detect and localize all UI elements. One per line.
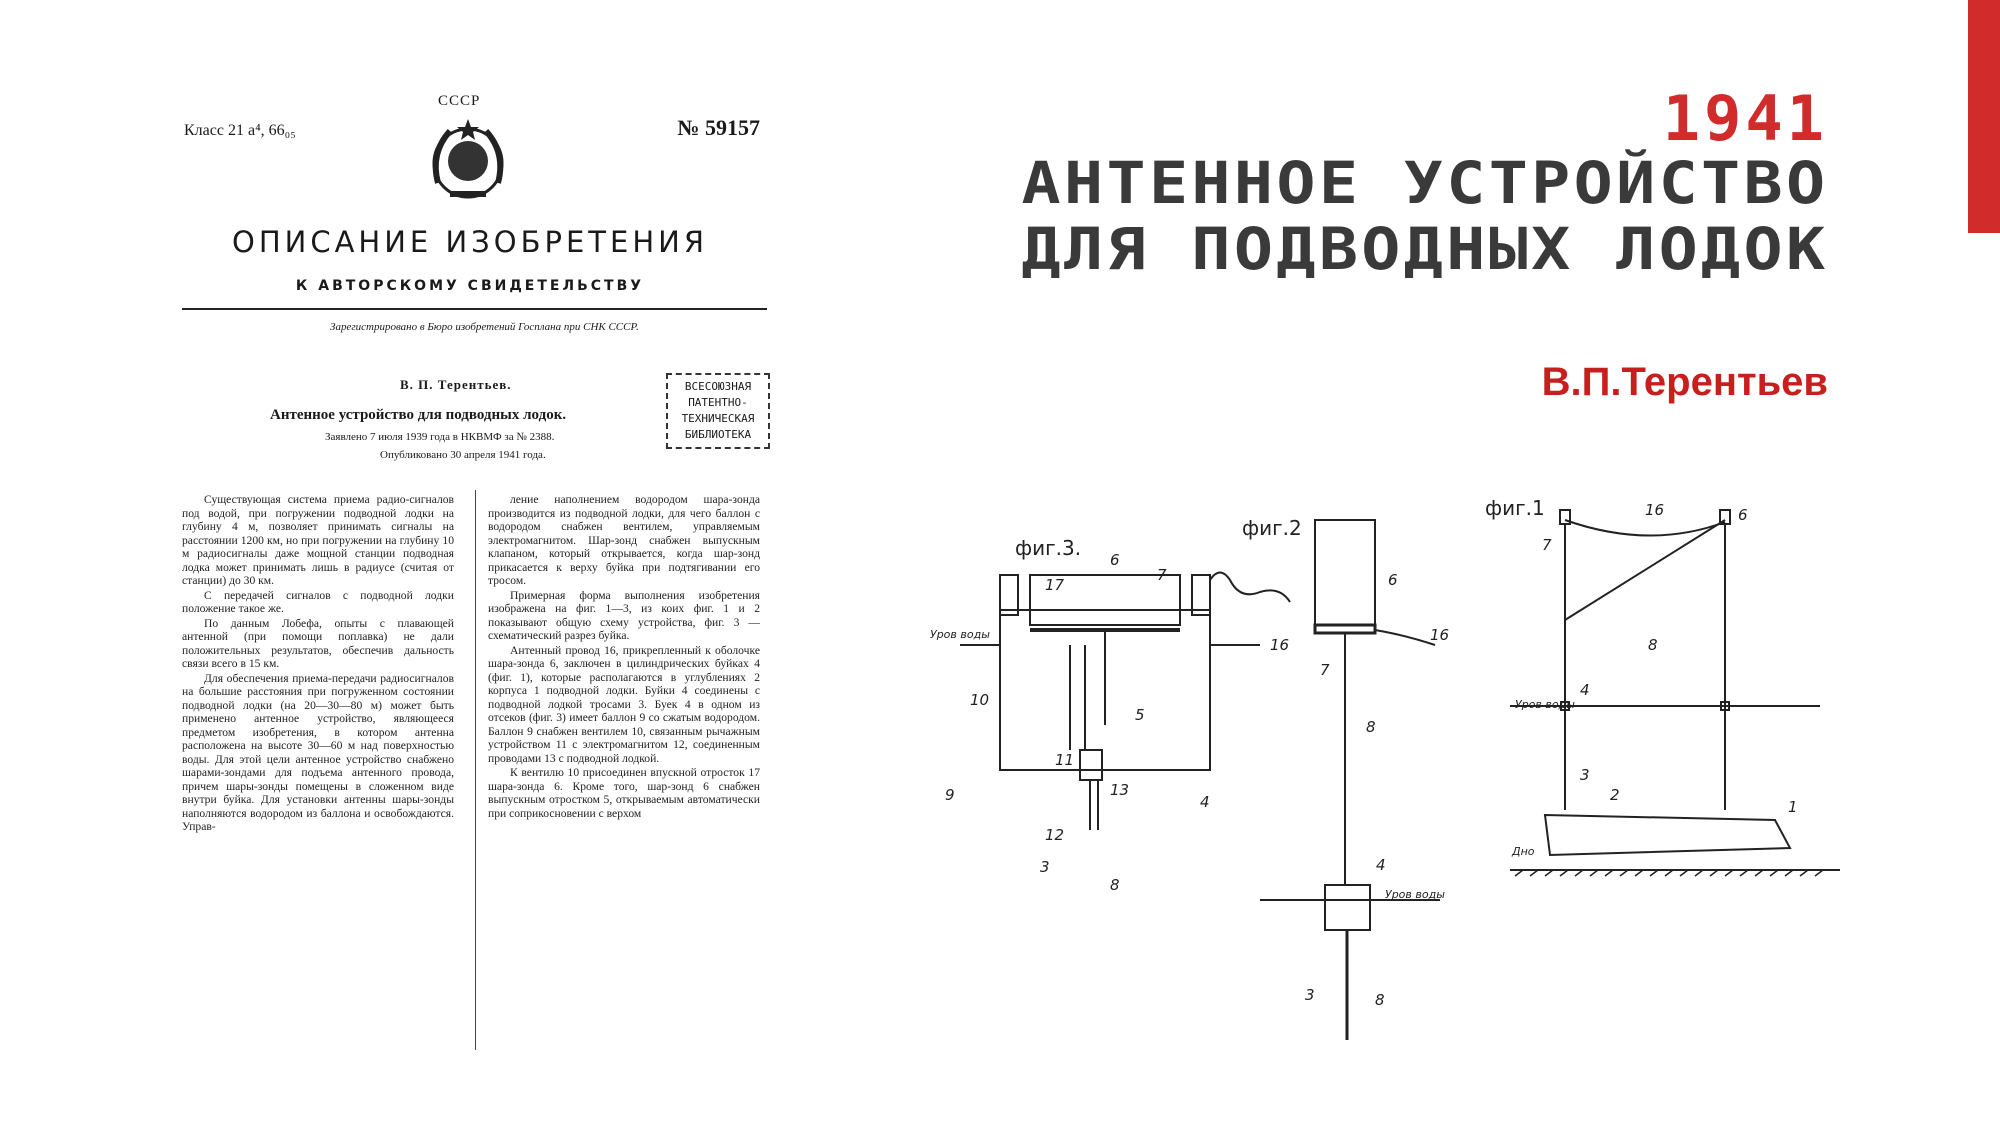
fig2-label: фиг.2	[1242, 516, 1302, 540]
svg-text:3: 3	[1580, 766, 1590, 784]
fig3-label: фиг.3.	[1015, 536, 1082, 560]
svg-text:17: 17	[1045, 576, 1065, 594]
svg-text:2: 2	[1610, 786, 1620, 804]
paragraph: Примерная форма выполнения изобретения изображена на фиг. 1—3, из коих фиг. 1 и 2 показывают общую схему устройства, фиг. 3 — схематический разрез буйка.	[488, 588, 760, 642]
fig2-buoy	[1315, 520, 1375, 625]
patent-rule	[182, 308, 767, 310]
library-stamp	[666, 373, 770, 449]
patent-column-left	[182, 493, 454, 835]
patent-figures	[930, 480, 1940, 1060]
svg-text:16: 16	[1270, 636, 1290, 654]
svg-text:7: 7	[1542, 536, 1552, 554]
svg-text:8: 8	[1110, 876, 1120, 894]
svg-text:4: 4	[1580, 681, 1590, 699]
patent-country: СССР	[438, 93, 481, 109]
patent-column-right	[488, 493, 760, 821]
svg-text:6: 6	[1110, 551, 1120, 569]
paragraph: С передачей сигналов с подводной лодки положение такое же.	[182, 588, 454, 615]
svg-text:4: 4	[1200, 793, 1210, 811]
patent-author: В. П. Терентьев.	[400, 377, 512, 392]
svg-text:12: 12	[1045, 826, 1065, 844]
svg-text:13: 13	[1110, 781, 1130, 799]
paragraph: Для обеспечения приема-передачи радиосигналов на большие расстояния при погруженном состоянии подводной лодки (на 20—30—80 м) может быть применено антенное устройство, являющееся предметом изобретения, в котором антенна расположена на высоте 30—60 м над поверхностью воды. Для этой цели антенное устройство снабжено шарами-зондами для подъема антенного провода, причем шары-зонды помещены в сложенном виде внутри буйка. Для установки антенны шары-зонды наполняются водородом из баллона и освобождаются. Управ-	[182, 671, 454, 833]
svg-text:11: 11	[1055, 751, 1075, 769]
fig1-antenna-wire	[1565, 520, 1725, 536]
svg-text:8: 8	[1366, 718, 1376, 736]
svg-text:6: 6	[1738, 506, 1748, 524]
ussr-emblem-icon	[420, 113, 516, 209]
title-year: 1941	[1662, 82, 1828, 155]
patent-number: № 59157	[677, 115, 760, 140]
accent-bar	[1968, 0, 2000, 233]
svg-text:8: 8	[1648, 636, 1658, 654]
fig1-label: фиг.1	[1485, 496, 1545, 520]
paragraph: К вентилю 10 присоединен впускной отросток 17 шара-зонда 6. Кроме того, шар-зонд 6 снабжен выпускным отростком 5, открываемым автоматически при соприкосновении с верхом	[488, 766, 760, 820]
seabed-label: Дно	[1512, 845, 1535, 858]
svg-text:3: 3	[1305, 986, 1315, 1004]
patent-invention-title: Антенное устройство для подводных лодок.	[270, 407, 567, 423]
patent-doc-title: ОПИСАНИЕ ИЗОБРЕТЕНИЯ	[232, 225, 708, 259]
paragraph: Существующая система приема радио-сигналов под водой, при погружении подводной лодки на глубину 4 м, позволяет принимать сигналы на расстоянии 1200 км, но при погружении на глубину 10 м радиосигналы даже мощной станции подводная лодка может принимать лишь в радиусе (считая от станции) до 30 км.	[182, 493, 454, 587]
slide-title	[1021, 82, 1828, 283]
slide-author: В.П.Терентьев	[1541, 360, 1828, 404]
water-level-label: Уров воды	[1515, 698, 1575, 711]
paragraph: По данным Лобефа, опыты с плавающей антенной (при помощи поплавка) не дали положительных результатов, обеспечив дальность связи всего в 15 км.	[182, 616, 454, 670]
patent-published: Опубликовано 30 апреля 1941 года.	[380, 449, 546, 461]
patent-doc-subtitle: К АВТОРСКОМУ СВИДЕТЕЛЬСТВУ	[295, 278, 645, 294]
column-divider	[475, 490, 476, 1050]
title-line-1: АНТЕННОЕ УСТРОЙСТВО	[1021, 149, 1828, 217]
paragraph: Антенный провод 16, прикрепленный к оболочке шара-зонда 6, заключен в цилиндрических буйках 4 (фиг. 1), которые располагаются в углублениях 2 корпуса 1 подводной лодки. Буйки 4 соединены с подводной лодкой тросами 3. Буек 4 в одном из отсеков (фиг. 3) имеет баллон 9 со сжатым водородом. Баллон 9 снабжен вентилем 10, связанным рычажным устройством 11 с электромагнитом 12, соединенным проводами 13 с подводной лодкой.	[488, 643, 760, 765]
svg-text:8: 8	[1375, 991, 1385, 1009]
stamp-line: ТЕХНИЧЕСКАЯ	[681, 412, 755, 425]
svg-text:7: 7	[1157, 566, 1167, 584]
fig1-submarine-hull	[1545, 815, 1790, 855]
svg-text:4: 4	[1376, 856, 1386, 874]
water-level-label: Уров воды	[930, 628, 990, 641]
title-line-2: ДЛЯ ПОДВОДНЫХ ЛОДОК	[1021, 215, 1828, 283]
paragraph: ление наполнением водородом шара-зонда производится из подводной лодки, для чего баллон с водородом снабжен вентилем, управляемым электромагнитом. Шар-зонд снабжен выпускным клапаном, который открывается, когда шар-зонд прикасается к верху буйка при подтягивании его тросом.	[488, 493, 760, 587]
svg-text:6: 6	[1388, 571, 1398, 589]
water-level-label: Уров воды	[1385, 888, 1445, 901]
svg-text:16: 16	[1430, 626, 1450, 644]
svg-text:3: 3	[1040, 858, 1050, 876]
patent-class: Класс 21 a⁴, 66₀₅	[184, 122, 296, 139]
patent-filed: Заявлено 7 июля 1939 года в НКВМФ за № 2388.	[325, 431, 555, 443]
svg-text:7: 7	[1320, 661, 1330, 679]
stamp-line: БИБЛИОТЕКА	[684, 428, 752, 441]
svg-text:1: 1	[1788, 798, 1798, 816]
stamp-line: ПАТЕНТНО-	[688, 396, 748, 409]
stamp-line: ВСЕСОЮЗНАЯ	[684, 380, 752, 393]
svg-text:9: 9	[945, 786, 955, 804]
svg-text:5: 5	[1135, 706, 1145, 724]
patent-document	[170, 85, 770, 985]
patent-registered: Зарегистрировано в Бюро изобретений Госплана при СНК СССР.	[330, 321, 639, 333]
svg-text:16: 16	[1645, 501, 1665, 519]
svg-text:10: 10	[970, 691, 990, 709]
